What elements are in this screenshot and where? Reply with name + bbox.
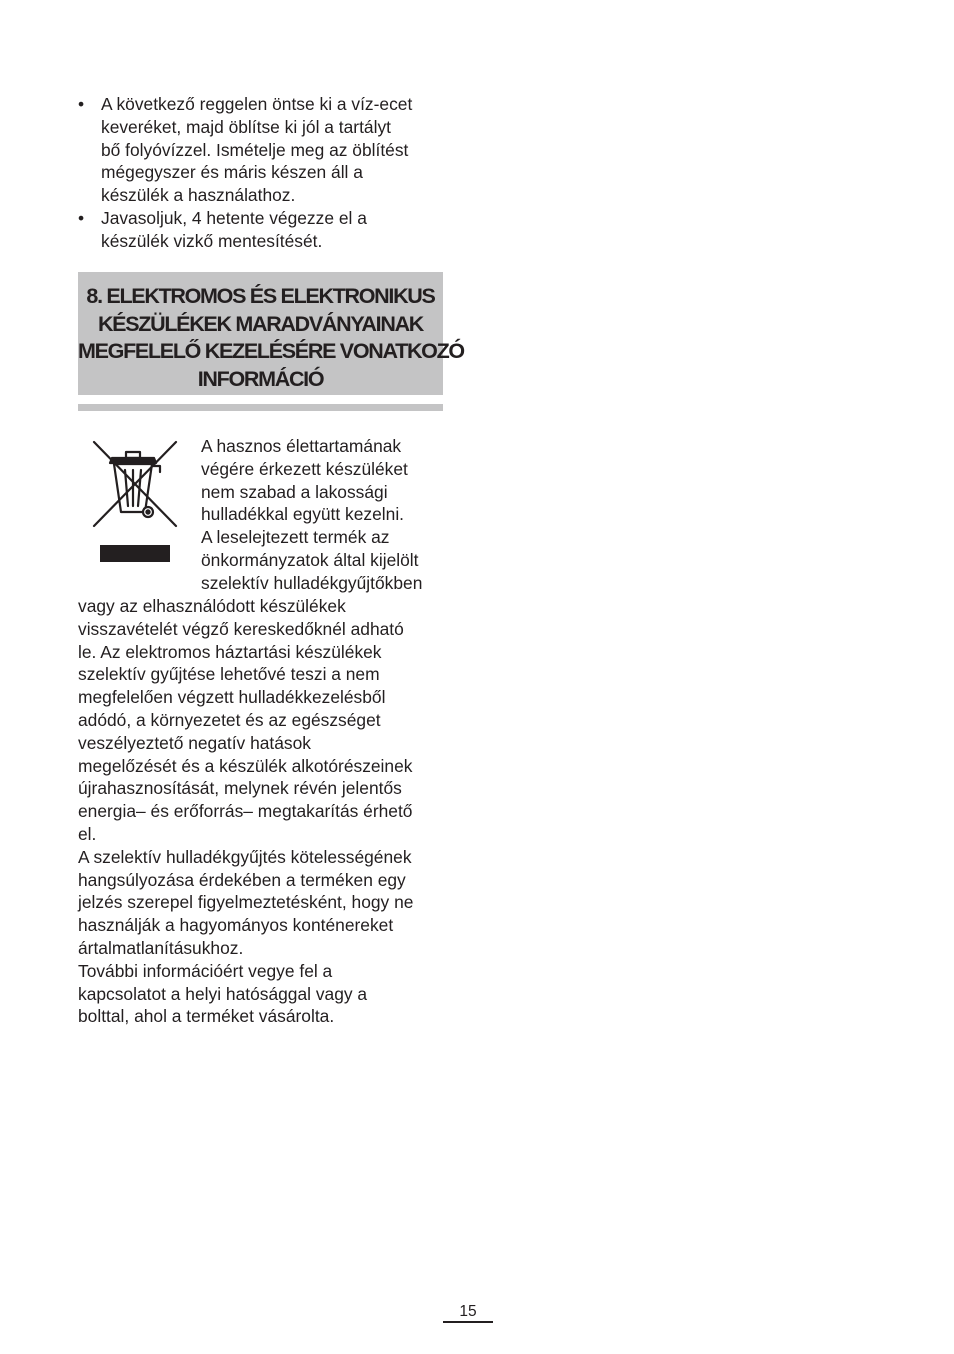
paragraph-line: nem szabad a lakossági (201, 481, 388, 502)
body-paragraph (78, 595, 448, 1028)
paragraph-line: végére érkezett készüléket (201, 458, 408, 479)
paragraph-line: A szelektív hulladékgyűjtés kötelességének (78, 846, 412, 867)
paragraph-line: kapcsolatot a helyi hatósággal vagy a (78, 983, 368, 1004)
paragraph-line: veszélyeztető negatív hatások (78, 732, 311, 753)
paragraph-line: hangsúlyozása érdekében a terméken egy (78, 869, 406, 890)
paragraph-line: el. (78, 823, 97, 844)
paragraph-line: energia– és erőforrás– megtakarítás érhető (78, 801, 413, 822)
section-heading-line: 8. ELEKTROMOS ÉS ELEKTRONIKUS (86, 284, 435, 308)
page-number: 15 (459, 1303, 477, 1320)
list-item (78, 93, 443, 207)
paragraph-line: jelzés szerepel figyelmeztetésként, hogy ne (78, 892, 414, 913)
bullet-line: A következő reggelen öntse ki a víz-ecet (101, 94, 413, 114)
page-number-underline (443, 1321, 493, 1323)
paragraph-line: szelektív hulladékgyűjtőkben (201, 572, 423, 593)
bullet-line: készülék vizkő mentesítését. (101, 230, 323, 251)
bullet-line: Javasoljuk, 4 hetente végezze el a (101, 207, 367, 228)
paragraph-line: újrahasznosítását, melynek révén jelentős (78, 778, 402, 799)
paragraph-line: A leselejtezett termék az (201, 527, 390, 548)
paragraph-line: használják a hagyományos konténereket (78, 915, 394, 936)
paragraph-line: vagy az elhasználódott készülékek (78, 596, 346, 616)
paragraph-line: szelektív gyűjtése lehetővé teszi a nem (78, 664, 380, 685)
list-item (78, 207, 443, 253)
bullet-marker: • (78, 207, 85, 228)
bullet-line: keveréket, majd öblítse ki jól a tartályt (101, 116, 391, 137)
bullet-line: készülék a használathoz. (101, 185, 296, 206)
paragraph-line: le. Az elektromos háztartási készülékek (78, 641, 382, 662)
bullet-line: mégegyszer és máris készen áll a (101, 162, 363, 183)
paragraph-line: adódó, a környezetet és az egészséget (78, 709, 381, 730)
paragraph-line: megelőzését és a készülék alkotórészeinek (78, 755, 413, 776)
crossed-out-wheelie-bin-icon (90, 436, 180, 566)
paragraph-line: visszavételét végző kereskedőknél adható (78, 618, 404, 639)
heading-divider (78, 404, 443, 411)
section-heading-line: INFORMÁCIÓ (197, 366, 324, 391)
paragraph-line: bolttal, ahol a terméket vásárolta. (78, 1006, 335, 1027)
paragraph-line: További információért vegye fel a (78, 960, 333, 981)
side-paragraph (201, 435, 451, 595)
paragraph-line: ártalmatlanításukhoz. (78, 937, 244, 958)
section-heading (78, 272, 464, 395)
bullet-line: bő folyóvízzel. Ismételje meg az öblítést (101, 139, 409, 160)
paragraph-line: megfelelően végzett hulladékkezelésből (78, 687, 386, 708)
bullet-list (78, 93, 443, 253)
paragraph-line: A hasznos élettartamának (201, 436, 402, 456)
section-heading-line: KÉSZÜLÉKEK MARADVÁNYAINAK (97, 311, 424, 336)
section-heading-line: MEGFELELŐ KEZELÉSÉRE VONATKOZÓ (78, 339, 464, 363)
paragraph-line: önkormányzatok által kijelölt (201, 549, 419, 570)
bullet-marker: • (78, 94, 85, 114)
paragraph-line: hulladékkal együtt kezelni. (201, 504, 405, 525)
